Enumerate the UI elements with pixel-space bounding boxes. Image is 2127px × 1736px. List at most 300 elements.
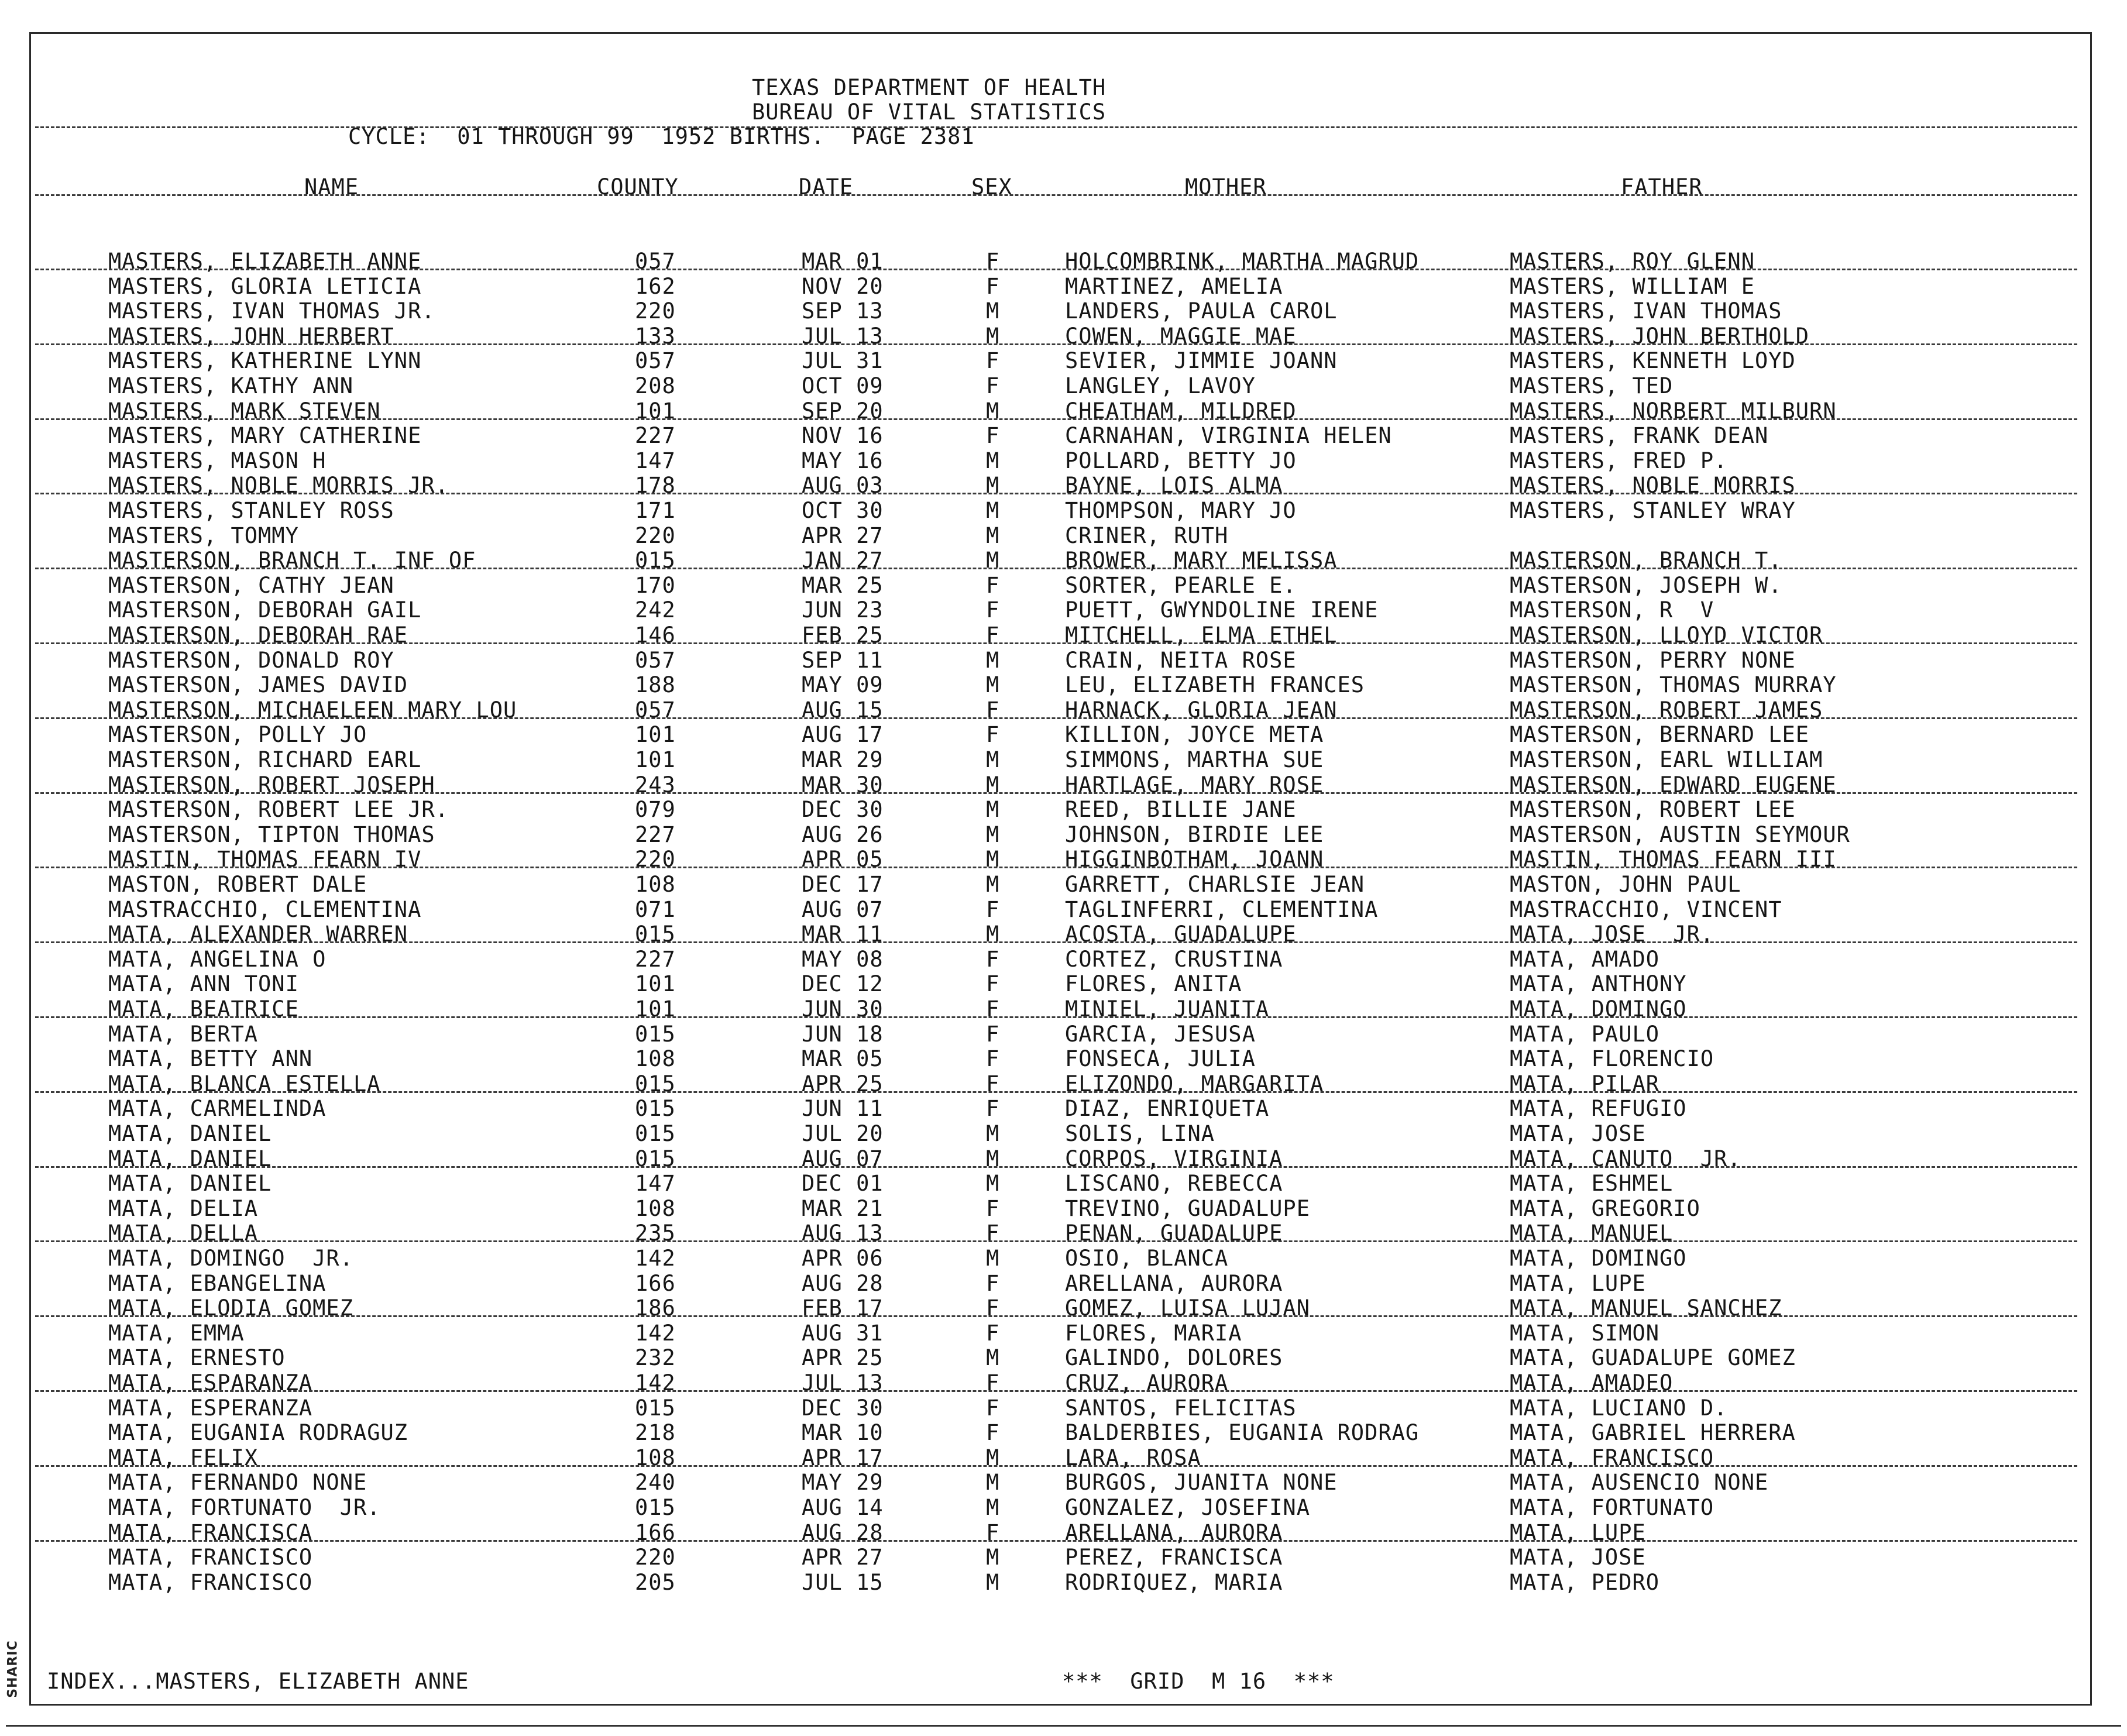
table-row [0, 423, 2127, 449]
cell-name: MASTERSON, TIPTON THOMAS [108, 822, 435, 847]
cell-date: APR 05 [802, 847, 884, 872]
cell-father: MATA, GABRIEL HERRERA [1510, 1420, 1796, 1445]
cell-county: 170 [635, 573, 676, 598]
table-row [0, 1445, 2127, 1471]
cell-date: AUG 13 [802, 1221, 884, 1246]
table-row [0, 298, 2127, 324]
cell-date: OCT 30 [802, 498, 884, 523]
cell-sex: M [986, 672, 1000, 697]
cell-name: MATA, EBANGELINA [108, 1271, 327, 1296]
dashed-rule [35, 1240, 2077, 1242]
cell-county: 057 [635, 249, 676, 274]
cell-name: MASTERS, MARK STEVEN [108, 398, 381, 424]
cell-county: 101 [635, 398, 676, 424]
table-row [0, 1345, 2127, 1371]
cell-mother: DIAZ, ENRIQUETA [1065, 1096, 1270, 1121]
column-header-date: DATE [799, 174, 854, 200]
table-row [0, 648, 2127, 673]
cell-county: 108 [635, 1196, 676, 1221]
cell-county: 057 [635, 348, 676, 373]
cell-mother: ACOSTA, GUADALUPE [1065, 922, 1297, 947]
cell-date: DEC 01 [802, 1171, 884, 1196]
cell-mother: CARNAHAN, VIRGINIA HELEN [1065, 423, 1392, 448]
cell-name: MATA, BETTY ANN [108, 1046, 313, 1071]
cell-county: 242 [635, 597, 676, 623]
cell-father: MATA, AMADEO [1510, 1370, 1674, 1395]
cell-mother: BURGOS, JUANITA NONE [1065, 1470, 1338, 1495]
cell-date: MAR 29 [802, 747, 884, 772]
cell-date: MAY 08 [802, 947, 884, 972]
cell-father: MATA, LUPE [1510, 1271, 1646, 1296]
cell-date: MAY 16 [802, 448, 884, 473]
cell-date: MAR 21 [802, 1196, 884, 1221]
cell-sex: F [986, 697, 1000, 723]
cell-father: MASTERSON, THOMAS MURRAY [1510, 672, 1837, 697]
cell-mother: BAYNE, LOIS ALMA [1065, 473, 1283, 498]
cell-father: MASTERS, ROY GLENN [1510, 249, 1755, 274]
cell-name: MATA, FRANCISCO [108, 1545, 313, 1570]
table-row [0, 274, 2127, 300]
cell-father: MASTERS, STANLEY WRAY [1510, 498, 1796, 523]
cell-county: 057 [635, 697, 676, 723]
cell-sex: F [986, 573, 1000, 598]
cell-date: AUG 31 [802, 1321, 884, 1346]
cell-mother: BALDERBIES, EUGANIA RODRAG [1065, 1420, 1420, 1445]
cell-father: MASTERS, KENNETH LOYD [1510, 348, 1796, 373]
dashed-rule [35, 1390, 2077, 1392]
cell-sex: F [986, 1196, 1000, 1221]
cell-date: MAY 09 [802, 672, 884, 697]
cell-date: SEP 13 [802, 298, 884, 324]
cell-mother: GONZALEZ, JOSEFINA [1065, 1495, 1310, 1520]
cell-mother: LEU, ELIZABETH FRANCES [1065, 672, 1365, 697]
cell-father: MATA, DOMINGO [1510, 996, 1687, 1022]
cell-mother: MITCHELL, ELMA ETHEL [1065, 623, 1338, 648]
cell-name: MASTERSON, BRANCH T. INF OF [108, 548, 476, 573]
table-row [0, 1221, 2127, 1246]
cell-name: MASTERS, IVAN THOMAS JR. [108, 298, 435, 324]
table-row [0, 1271, 2127, 1297]
table-row [0, 1395, 2127, 1421]
cell-sex: F [986, 1221, 1000, 1246]
cell-name: MASTERS, MASON H [108, 448, 327, 473]
cell-date: DEC 30 [802, 1395, 884, 1421]
cell-father: MASTERSON, AUSTIN SEYMOUR [1510, 822, 1850, 847]
cell-mother: ELIZONDO, MARGARITA [1065, 1071, 1324, 1096]
table-row [0, 996, 2127, 1022]
cell-name: MATA, ANN TONI [108, 971, 299, 996]
cell-name: MASTERSON, DEBORAH RAE [108, 623, 408, 648]
cell-date: JUL 13 [802, 324, 884, 349]
cell-name: MASTERS, NOBLE MORRIS JR. [108, 473, 449, 498]
cell-sex: F [986, 274, 1000, 299]
cell-county: 146 [635, 623, 676, 648]
cell-date: FEB 25 [802, 623, 884, 648]
title-line-1 [0, 75, 2127, 101]
cell-father: MATA, MANUEL [1510, 1221, 1674, 1246]
cell-sex: M [986, 1246, 1000, 1271]
cell-county: 166 [635, 1271, 676, 1296]
dashed-rule [35, 1540, 2077, 1542]
cell-father: MATA, JOSE JR. [1510, 922, 1714, 947]
cell-sex: F [986, 597, 1000, 623]
cell-father: MATA, FRANCISCO [1510, 1445, 1714, 1470]
cell-county: 240 [635, 1470, 676, 1495]
cell-sex: F [986, 1096, 1000, 1121]
cell-mother: FLORES, MARIA [1065, 1321, 1242, 1346]
cell-sex: M [986, 872, 1000, 897]
cell-mother: COWEN, MAGGIE MAE [1065, 324, 1297, 349]
dashed-rule [35, 126, 2077, 128]
table-row [0, 597, 2127, 623]
cell-mother: LARA, ROSA [1065, 1445, 1201, 1470]
cell-mother: CRAIN, NEITA ROSE [1065, 648, 1297, 673]
cell-father: MATA, PAULO [1510, 1022, 1660, 1047]
table-row [0, 1295, 2127, 1321]
cell-date: JUN 11 [802, 1096, 884, 1121]
table-row [0, 1370, 2127, 1396]
cell-name: MATA, FORTUNATO JR. [108, 1495, 381, 1520]
cell-date: JUN 30 [802, 996, 884, 1022]
cell-father: MATA, LUCIANO D. [1510, 1395, 1728, 1421]
cell-county: 220 [635, 847, 676, 872]
cell-date: MAR 11 [802, 922, 884, 947]
cell-father: MATA, ANTHONY [1510, 971, 1687, 996]
table-row [0, 1520, 2127, 1546]
cell-date: DEC 12 [802, 971, 884, 996]
cell-sex: M [986, 648, 1000, 673]
cell-sex: F [986, 1395, 1000, 1421]
cell-county: 015 [635, 1096, 676, 1121]
cell-mother: TREVINO, GUADALUPE [1065, 1196, 1310, 1221]
cell-name: MASTERS, KATHERINE LYNN [108, 348, 422, 373]
cell-father: MASTERSON, BERNARD LEE [1510, 722, 1810, 747]
cell-sex: M [986, 922, 1000, 947]
cell-name: MASTIN, THOMAS FEARN IV [108, 847, 422, 872]
cell-father: MATA, DOMINGO [1510, 1246, 1687, 1271]
cell-name: MATA, ESPARANZA [108, 1370, 313, 1395]
cell-county: 015 [635, 1146, 676, 1171]
table-row [0, 1246, 2127, 1271]
cell-mother: HIGGINBOTHAM, JOANN [1065, 847, 1324, 872]
table-row [0, 448, 2127, 474]
column-header-name: NAME [304, 174, 359, 200]
cell-father: MATA, FORTUNATO [1510, 1495, 1714, 1520]
cell-name: MATA, DELLA [108, 1221, 259, 1246]
table-row [0, 897, 2127, 923]
cell-county: 178 [635, 473, 676, 498]
cell-father: MASTERS, NOBLE MORRIS [1510, 473, 1796, 498]
cell-county: 015 [635, 922, 676, 947]
cell-date: AUG 03 [802, 473, 884, 498]
cell-father: MASTERSON, EDWARD EUGENE [1510, 772, 1837, 797]
cell-mother: CHEATHAM, MILDRED [1065, 398, 1297, 424]
cell-father: MATA, GUADALUPE GOMEZ [1510, 1345, 1796, 1370]
cell-father: MASTERSON, PERRY NONE [1510, 648, 1796, 673]
cell-mother: PENAN, GUADALUPE [1065, 1221, 1283, 1246]
cell-county: 188 [635, 672, 676, 697]
cell-name: MASTERS, JOHN HERBERT [108, 324, 394, 349]
column-header-mother: MOTHER [1185, 174, 1267, 200]
table-row [0, 747, 2127, 773]
cell-mother: MARTINEZ, AMELIA [1065, 274, 1283, 299]
cell-father: MATA, AUSENCIO NONE [1510, 1470, 1769, 1495]
cell-date: APR 27 [802, 1545, 884, 1570]
cell-sex: F [986, 1295, 1000, 1321]
cell-date: JUN 18 [802, 1022, 884, 1047]
cell-sex: M [986, 1171, 1000, 1196]
cell-father: MASTERS, NORBERT MILBURN [1510, 398, 1837, 424]
cell-father: MATA, GREGORIO [1510, 1196, 1700, 1221]
table-row [0, 922, 2127, 947]
cell-sex: F [986, 1022, 1000, 1047]
table-row [0, 1196, 2127, 1222]
cell-county: 218 [635, 1420, 676, 1445]
cell-mother: ARELLANA, AURORA [1065, 1520, 1283, 1545]
cell-name: MASTERSON, ROBERT LEE JR. [108, 797, 449, 822]
cell-mother: LANDERS, PAULA CAROL [1065, 298, 1338, 324]
cell-sex: F [986, 423, 1000, 448]
cell-sex: M [986, 822, 1000, 847]
cell-date: APR 25 [802, 1071, 884, 1096]
cell-county: 227 [635, 947, 676, 972]
cell-county: 101 [635, 722, 676, 747]
cell-sex: M [986, 523, 1000, 548]
table-row [0, 324, 2127, 349]
cell-county: 142 [635, 1321, 676, 1346]
cell-father: MASTON, JOHN PAUL [1510, 872, 1741, 897]
cell-county: 101 [635, 996, 676, 1022]
cell-father: MASTERSON, LLOYD VICTOR [1510, 623, 1823, 648]
cell-mother: SOLIS, LINA [1065, 1121, 1215, 1146]
cell-date: AUG 07 [802, 1146, 884, 1171]
cell-date: JUL 31 [802, 348, 884, 373]
column-header-father: FATHER [1621, 174, 1703, 200]
cell-date: APR 25 [802, 1345, 884, 1370]
cell-mother: PEREZ, FRANCISCA [1065, 1545, 1283, 1570]
cell-mother: CORTEZ, CRUSTINA [1065, 947, 1283, 972]
cell-mother: GARCIA, JESUSA [1065, 1022, 1256, 1047]
cell-sex: M [986, 1470, 1000, 1495]
cell-county: 015 [635, 1495, 676, 1520]
table-row [0, 1146, 2127, 1172]
cycle-line [0, 124, 2127, 150]
table-row [0, 697, 2127, 723]
grid-label: *** GRID M 16 *** [1062, 1669, 1335, 1694]
cell-sex: F [986, 971, 1000, 996]
cell-name: MATA, BEATRICE [108, 996, 299, 1022]
cell-county: 227 [635, 423, 676, 448]
cell-date: NOV 16 [802, 423, 884, 448]
table-row [0, 1495, 2127, 1521]
cell-sex: M [986, 1121, 1000, 1146]
cell-county: 108 [635, 1445, 676, 1470]
cell-county: 171 [635, 498, 676, 523]
title-line-2 [0, 99, 2127, 125]
cell-father: MATA, FLORENCIO [1510, 1046, 1714, 1071]
cell-name: MATA, FRANCISCA [108, 1520, 313, 1545]
cell-name: MATA, EMMA [108, 1321, 245, 1346]
cell-name: MASTRACCHIO, CLEMENTINA [108, 897, 422, 922]
cell-sex: F [986, 1370, 1000, 1395]
cell-county: 142 [635, 1246, 676, 1271]
cell-date: APR 06 [802, 1246, 884, 1271]
cell-sex: M [986, 747, 1000, 772]
cell-sex: M [986, 772, 1000, 797]
cell-date: JUL 15 [802, 1570, 884, 1595]
cell-mother: RODRIQUEZ, MARIA [1065, 1570, 1283, 1595]
table-row [0, 847, 2127, 872]
cell-mother: BROWER, MARY MELISSA [1065, 548, 1338, 573]
table-row [0, 722, 2127, 748]
table-row [0, 1570, 2127, 1596]
cell-date: MAY 29 [802, 1470, 884, 1495]
table-row [0, 473, 2127, 499]
cell-county: 108 [635, 872, 676, 897]
cell-date: MAR 25 [802, 573, 884, 598]
cell-name: MASTERSON, MICHAELEEN MARY LOU [108, 697, 517, 723]
cell-father: MASTERS, FRED P. [1510, 448, 1728, 473]
table-row [0, 523, 2127, 549]
cell-name: MATA, DELIA [108, 1196, 259, 1221]
table-row [0, 1420, 2127, 1446]
cell-county: 101 [635, 747, 676, 772]
cell-name: MATA, BLANCA ESTELLA [108, 1071, 381, 1096]
cell-county: 205 [635, 1570, 676, 1595]
cell-mother: HOLCOMBRINK, MARTHA MAGRUD [1065, 249, 1420, 274]
cell-mother: FLORES, ANITA [1065, 971, 1242, 996]
cell-date: JAN 27 [802, 548, 884, 573]
cell-county: 015 [635, 548, 676, 573]
cell-father: MATA, JOSE [1510, 1121, 1646, 1146]
cell-mother: SANTOS, FELICITAS [1065, 1395, 1297, 1421]
cell-name: MASTERS, GLORIA LETICIA [108, 274, 422, 299]
cell-sex: M [986, 1570, 1000, 1595]
dashed-rule [35, 1465, 2077, 1467]
cell-county: 147 [635, 1171, 676, 1196]
cell-sex: M [986, 797, 1000, 822]
column-header-row [0, 174, 2127, 200]
cell-county: 101 [635, 971, 676, 996]
cell-sex: F [986, 348, 1000, 373]
cell-mother: REED, BILLIE JANE [1065, 797, 1297, 822]
cell-sex: F [986, 249, 1000, 274]
cell-name: MATA, ALEXANDER WARREN [108, 922, 408, 947]
cell-county: 147 [635, 448, 676, 473]
cell-father: MATA, PEDRO [1510, 1570, 1660, 1595]
cell-date: DEC 17 [802, 872, 884, 897]
cell-mother: SORTER, PEARLE E. [1065, 573, 1297, 598]
cell-sex: F [986, 1520, 1000, 1545]
cell-name: MATA, FRANCISCO [108, 1570, 313, 1595]
cell-mother: HARNACK, GLORIA JEAN [1065, 697, 1338, 723]
cell-county: 015 [635, 1022, 676, 1047]
cell-sex: M [986, 398, 1000, 424]
column-header-sex: SEX [971, 174, 1012, 200]
cell-sex: F [986, 623, 1000, 648]
cell-date: SEP 20 [802, 398, 884, 424]
cell-name: MATA, DOMINGO JR. [108, 1246, 353, 1271]
cell-name: MATA, BERTA [108, 1022, 259, 1047]
cell-county: 220 [635, 298, 676, 324]
cell-name: MATA, ERNESTO [108, 1345, 286, 1370]
cell-sex: M [986, 847, 1000, 872]
cell-father: MATA, JOSE [1510, 1545, 1646, 1570]
cell-father: MATA, PILAR [1510, 1071, 1660, 1096]
cell-father: MASTERSON, R V [1510, 597, 1714, 623]
table-row [0, 573, 2127, 599]
cell-father: MASTERSON, ROBERT LEE [1510, 797, 1796, 822]
cell-county: 235 [635, 1221, 676, 1246]
cell-mother: GOMEZ, LUISA LUJAN [1065, 1295, 1310, 1321]
cell-county: 227 [635, 822, 676, 847]
table-row [0, 947, 2127, 972]
cell-sex: M [986, 448, 1000, 473]
table-row [0, 1470, 2127, 1496]
cell-father: MASTERS, TED [1510, 373, 1674, 398]
cell-mother: SIMMONS, MARTHA SUE [1065, 747, 1324, 772]
cell-date: FEB 17 [802, 1295, 884, 1321]
cell-name: MATA, ESPERANZA [108, 1395, 313, 1421]
table-row [0, 1046, 2127, 1072]
cell-sex: M [986, 1146, 1000, 1171]
cell-mother: LISCANO, REBECCA [1065, 1171, 1283, 1196]
cell-date: SEP 11 [802, 648, 884, 673]
cell-mother: MINIEL, JUANITA [1065, 996, 1270, 1022]
cell-sex: M [986, 473, 1000, 498]
cell-date: AUG 28 [802, 1520, 884, 1545]
table-row [0, 1171, 2127, 1197]
cell-name: MASTERSON, JAMES DAVID [108, 672, 408, 697]
footer-row [0, 1669, 2127, 1694]
cell-name: MASTERSON, DONALD ROY [108, 648, 394, 673]
table-row [0, 822, 2127, 848]
cell-father: MATA, MANUEL SANCHEZ [1510, 1295, 1782, 1321]
table-row [0, 1022, 2127, 1047]
cell-sex: M [986, 1345, 1000, 1370]
cell-sex: F [986, 722, 1000, 747]
cell-father: MATA, SIMON [1510, 1321, 1660, 1346]
cell-father: MASTERS, FRANK DEAN [1510, 423, 1769, 448]
cell-father: MATA, ESHMEL [1510, 1171, 1674, 1196]
cell-sex: F [986, 1071, 1000, 1096]
cell-name: MATA, DANIEL [108, 1146, 272, 1171]
bottom-divider [6, 1725, 2121, 1727]
cell-county: 133 [635, 324, 676, 349]
cell-mother: ARELLANA, AURORA [1065, 1271, 1283, 1296]
department-title: TEXAS DEPARTMENT OF HEALTH [752, 75, 1107, 100]
table-row [0, 772, 2127, 798]
cell-name: MASTERSON, CATHY JEAN [108, 573, 394, 598]
table-row [0, 348, 2127, 374]
cell-mother: THOMPSON, MARY JO [1065, 498, 1297, 523]
cell-name: MATA, EUGANIA RODRAGUZ [108, 1420, 408, 1445]
bureau-title: BUREAU OF VITAL STATISTICS [752, 99, 1107, 125]
cell-date: AUG 17 [802, 722, 884, 747]
cell-sex: F [986, 947, 1000, 972]
table-row [0, 398, 2127, 424]
cell-name: MASTON, ROBERT DALE [108, 872, 367, 897]
cell-name: MASTERS, ELIZABETH ANNE [108, 249, 422, 274]
dashed-rule [35, 1016, 2077, 1018]
cell-father: MASTERS, IVAN THOMAS [1510, 298, 1782, 324]
cell-county: 015 [635, 1071, 676, 1096]
index-label: INDEX...MASTERS, ELIZABETH ANNE [47, 1669, 469, 1694]
cell-mother: GARRETT, CHARLSIE JEAN [1065, 872, 1365, 897]
cell-county: 142 [635, 1370, 676, 1395]
cell-father: MASTERSON, ROBERT JAMES [1510, 697, 1823, 723]
table-row [0, 971, 2127, 997]
